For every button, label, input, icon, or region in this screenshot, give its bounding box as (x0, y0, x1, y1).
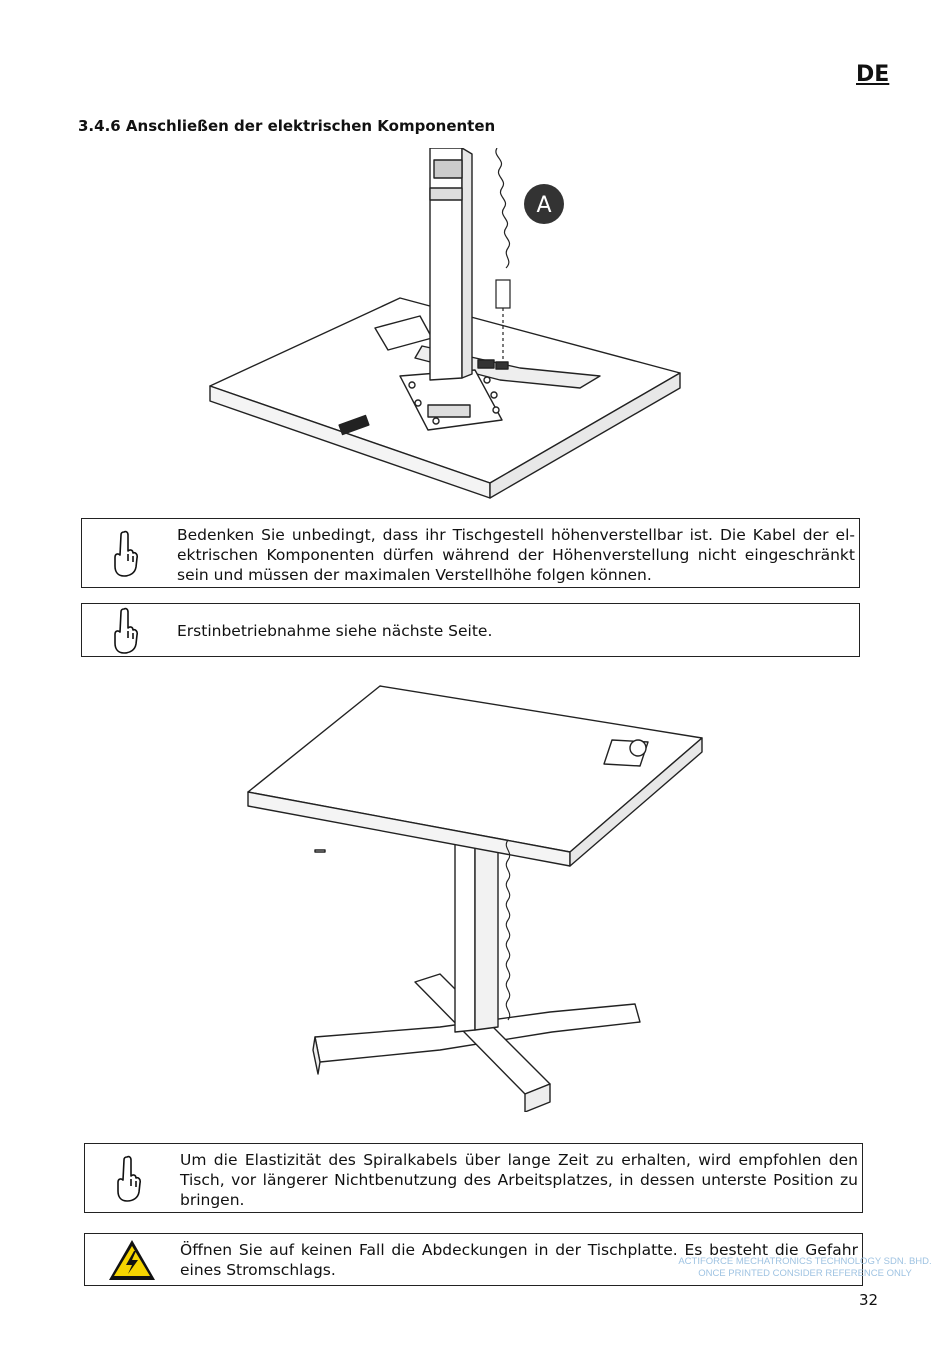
note-text: Bedenken Sie unbedingt, dass ihr Tischgestell höhenverstellbar ist. Die Kabel der el-ektrischen Komponenten dürfen während der Höhenverstellung nicht eingeschränkt sein und müssen der maximalen Verstellhöhe folgen können. (177, 526, 855, 584)
note-text: Öffnen Sie auf keinen Fall die Abdeckungen in der Tischplatte. Es besteht die Gefahr eines Stromschlags. (180, 1241, 858, 1279)
pointing-hand-icon (115, 1154, 143, 1204)
assembly-figure-top (200, 148, 700, 500)
watermark-line-2: ONCE PRINTED CONSIDER REFERENCE ONLY (698, 1268, 912, 1279)
assembled-table-figure (240, 682, 710, 1112)
section-title: 3.4.6 Anschließen der elektrischen Komponenten (78, 117, 496, 135)
label-a: A (536, 193, 552, 218)
note-text: Um die Elastizität des Spiralkabels über lange Zeit zu erhalten, wird empfohlen den Tisch, vor längerer Nichtbenutzung des Arbeitsplatzes, in dessen unterste Position zu bringen. (180, 1151, 858, 1209)
note-text: Erstinbetriebnahme siehe nächste Seite. (177, 622, 493, 640)
watermark (660, 1256, 950, 1280)
pointing-hand-icon (112, 606, 140, 656)
note-cable-hint (81, 518, 860, 588)
note-first-startup (81, 603, 860, 657)
language-code: DE (856, 62, 890, 87)
watermark-line-1: ACTIFORCE MECHATRONICS TECHNOLOGY SDN. BHD. (678, 1256, 932, 1267)
pointing-hand-icon (112, 529, 140, 579)
note-spiral-cable (84, 1143, 863, 1213)
page-number: 32 (859, 1291, 879, 1309)
electric-hazard-icon (107, 1238, 157, 1282)
